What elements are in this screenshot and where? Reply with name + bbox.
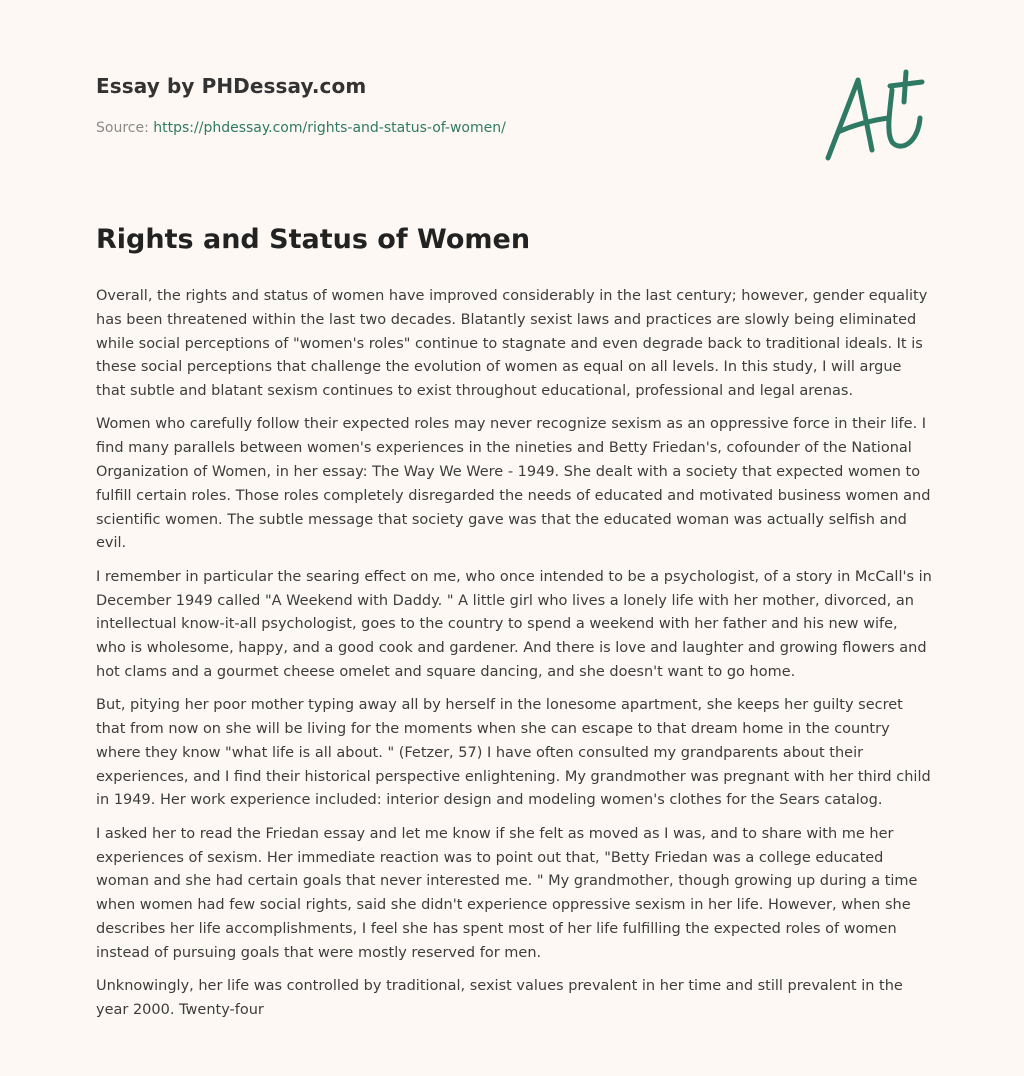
essay-paragraph: Overall, the rights and status of women have improved considerably in the last century; however, gender equality has been threatened within the last two decades. Blatantly sexist laws and practices are slowly being eliminated while social perceptions of "women's roles" continue to stagnate and even degrade back to traditional ideals. It is these social perceptions that challenge the evolution of women as equal on all levels. In this study, I will argue that subtle and blatant sexism continues to exist throughout educational, professional and legal arenas.	[96, 288, 928, 400]
essay-paragraph: Unknowingly, her life was controlled by traditional, sexist values prevalent in her time and still prevalent in the year 2000. Twenty-four	[96, 978, 903, 1018]
essay-title: Rights and Status of Women	[96, 224, 531, 255]
source-label: Source:	[96, 120, 149, 136]
a-plus-grade-logo-icon	[822, 66, 926, 166]
essay-body	[96, 285, 932, 1032]
essay-paragraph: But, pitying her poor mother typing away all by herself in the lonesome apartment, she keeps her guilty secret that from now on she will be living for the moments when she can escape to that dream home in the country where they know "what life is all about. " (Fetzer, 57) I have often consulted my grandparents about their experiences, and I find their historical perspective enlightening. My grandmother was pregnant with her third child in 1949. Her work experience included: interior design and modeling women's clothes for the Sears catalog.	[96, 697, 931, 809]
essay-paragraph: I remember in particular the searing effect on me, who once intended to be a psychologist, of a story in McCall's in December 1949 called "A Weekend with Daddy. " A little girl who lives a lonely life with her mother, divorced, an intellectual know-it-all psychologist, goes to the country to spend a weekend with her father and his new wife, who is wholesome, happy, and a good cook and gardener. And there is love and laughter and growing flowers and hot clams and a gourmet cheese omelet and square dancing, and she doesn't want to go home.	[96, 568, 932, 680]
page-header	[96, 74, 796, 136]
site-title: Essay by PHDessay.com	[96, 74, 367, 98]
source-line	[96, 120, 796, 136]
essay-paragraph: I asked her to read the Friedan essay and let me know if she felt as moved as I was, and to share with me her experiences of sexism. Her immediate reaction was to point out that, "Betty Friedan was a college educated woman and she had certain goals that never interested me. " My grandmother, though growing up during a time when women had few social rights, said she didn't experience oppressive sexism in her life. However, when she describes her life accomplishments, I feel she has spent most of her life fulfilling the expected roles of women instead of pursuing goals that were mostly reserved for men.	[96, 825, 918, 961]
source-link[interactable]: https://phdessay.com/rights-and-status-of-women/	[153, 120, 506, 136]
essay-paragraph: Women who carefully follow their expected roles may never recognize sexism as an oppressive force in their life. I find many parallels between women's experiences in the nineties and Betty Friedan's, cofounder of the National Organization of Women, in her essay: The Way We Were - 1949. She dealt with a society that expected women to fulfill certain roles. Those roles completely disregarded the needs of educated and motivated business women and scientific women. The subtle message that society gave was that the educated woman was actually selfish and evil.	[96, 416, 931, 552]
